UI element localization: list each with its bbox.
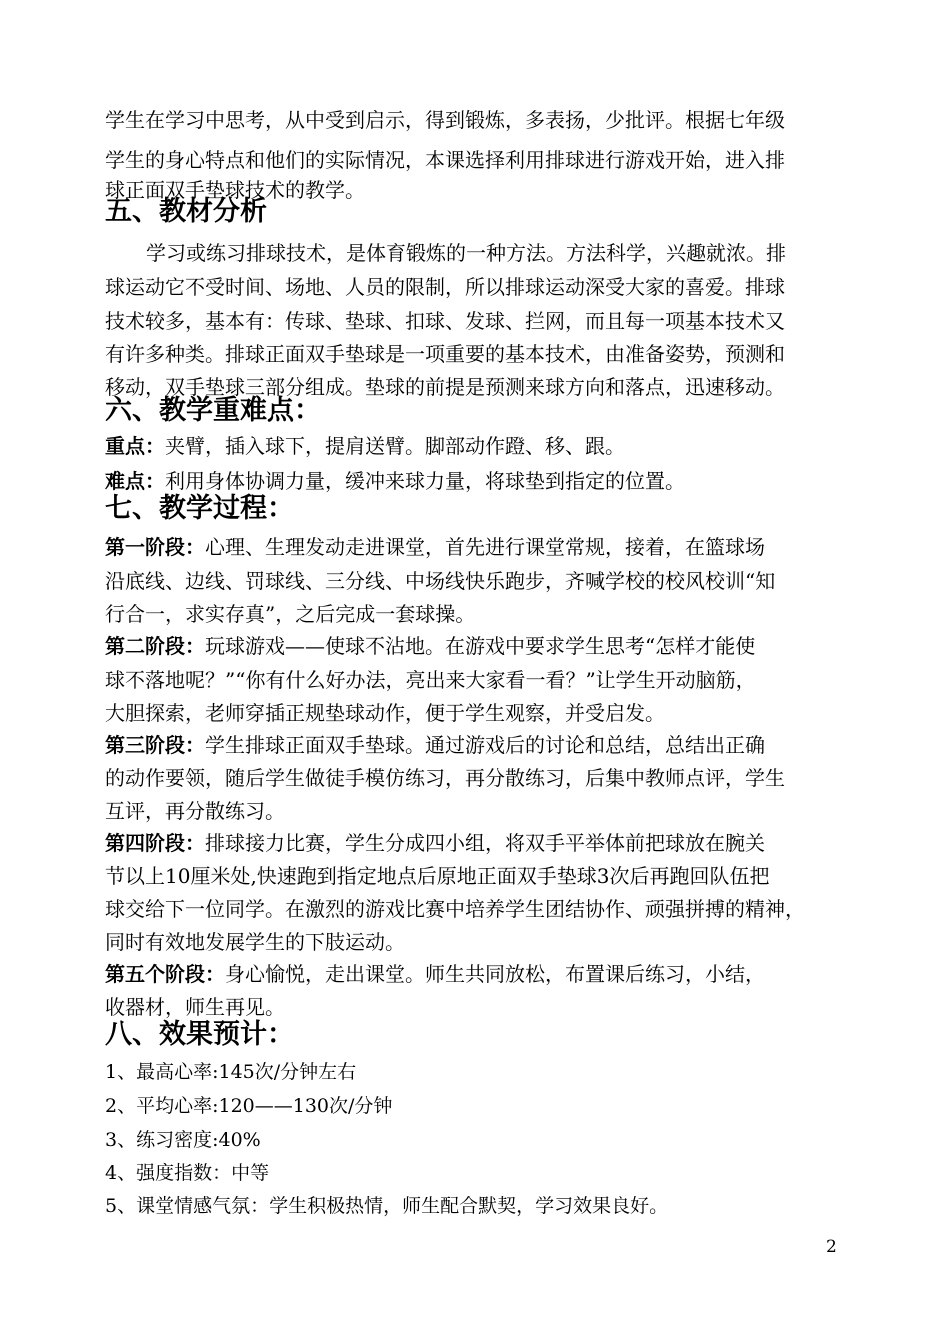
- section5-line: 有许多种类。排球正面双手垫球是一项重要的基本技术，由准备姿势，预测和: [105, 342, 785, 366]
- effect-item: 5、课堂情感气氛：学生积极热情，师生配合默契，学习效果良好。: [105, 1195, 669, 1217]
- effect-item: 2、平均心率:120——130次/分钟: [105, 1095, 393, 1117]
- effect-item: 4、强度指数：中等: [105, 1162, 270, 1184]
- section5-line: 技术较多，基本有：传球、垫球、扣球、发球、拦网，而且每一项基本技术又: [105, 309, 785, 333]
- stage1-line: 沿底线、边线、罚球线、三分线、中场线快乐跑步，齐喊学校的校风校训“知: [105, 569, 776, 593]
- stage4-text: 排球接力比赛，学生分成四小组，将双手平举体前把球放在腕关: [205, 831, 765, 855]
- stage1-line: 行合一，求实存真”，之后完成一套球操。: [105, 602, 476, 626]
- section-heading-5: 五、教材分析: [105, 196, 267, 227]
- section-heading-6: 六、教学重难点：: [105, 395, 321, 426]
- stage4-label: 第四阶段：: [105, 831, 205, 855]
- stage3-text: 学生排球正面双手垫球。通过游戏后的讨论和总结，总结出正确: [205, 733, 765, 757]
- difficult-point-label: 难点：: [105, 469, 165, 493]
- stage5-line: 收器材，师生再见。: [105, 995, 285, 1019]
- stage3-line: 互评，再分散练习。: [105, 799, 285, 823]
- section-heading-7: 七、教学过程：: [105, 493, 294, 524]
- stage5-label: 第五个阶段：: [105, 962, 225, 986]
- section-heading-8: 八、效果预计：: [105, 1019, 294, 1050]
- stage3-label: 第三阶段：: [105, 733, 205, 757]
- stage1-label: 第一阶段：: [105, 535, 205, 559]
- page-number: 2: [826, 1237, 837, 1257]
- key-point: [105, 426, 850, 466]
- stage4-line: 节以上10厘米处,快速跑到指定地点后原地正面双手垫球3次后再跑回队伍把: [105, 864, 770, 888]
- stage2-line: 球不落地呢？”“你有什么好办法，亮出来大家看一看？”让学生开动脑筋，: [105, 668, 756, 692]
- key-point-label: 重点：: [105, 434, 165, 458]
- key-point-text: 夹臂，插入球下，提肩送臂。脚部动作蹬、移、跟。: [165, 434, 625, 458]
- section5-line: 球运动它不受时间、场地、人员的限制，所以排球运动深受大家的喜爱。排球: [105, 275, 785, 299]
- stage2-label: 第二阶段：: [105, 634, 205, 658]
- stage4-line: 球交给下一位同学。在激烈的游戏比赛中培养学生团结协作、顽强拼搏的精神，: [105, 897, 805, 921]
- intro-line: 学生的身心特点和他们的实际情况，本课选择利用排球进行游戏开始，进入排: [105, 148, 785, 172]
- difficult-point-text: 利用身体协调力量，缓冲来球力量，将球垫到指定的位置。: [165, 469, 685, 493]
- stage4-line: 同时有效地发展学生的下肢运动。: [105, 930, 405, 954]
- intro-line: 学生在学习中思考，从中受到启示，得到锻炼，多表扬，少批评。根据七年级: [105, 108, 785, 132]
- section5-line: 学习或练习排球技术，是体育锻炼的一种方法。方法科学，兴趣就浓。排: [146, 241, 786, 265]
- stage1-text: 心理、生理发动走进课堂，首先进行课堂常规，接着，在篮球场: [205, 535, 765, 559]
- stage2-text: 玩球游戏——使球不沾地。在游戏中要求学生思考“怎样才能使: [205, 634, 756, 658]
- stage3-line: 的动作要领，随后学生做徒手模仿练习，再分散练习，后集中教师点评，学生: [105, 766, 785, 790]
- stage2-line: 大胆探索，老师穿插正规垫球动作，便于学生观察，并受启发。: [105, 701, 665, 725]
- section5-line: 移动，双手垫球三部分组成。垫球的前提是预测来球方向和落点，迅速移动。: [105, 375, 785, 399]
- stage5-text: 身心愉悦，走出课堂。师生共同放松，布置课后练习，小结，: [225, 962, 765, 986]
- effect-item: 1、最高心率:145次/分钟左右: [105, 1061, 357, 1083]
- intro-line: 球正面双手垫球技术的教学。: [105, 178, 365, 202]
- effect-item: 3、练习密度:40%: [105, 1129, 261, 1151]
